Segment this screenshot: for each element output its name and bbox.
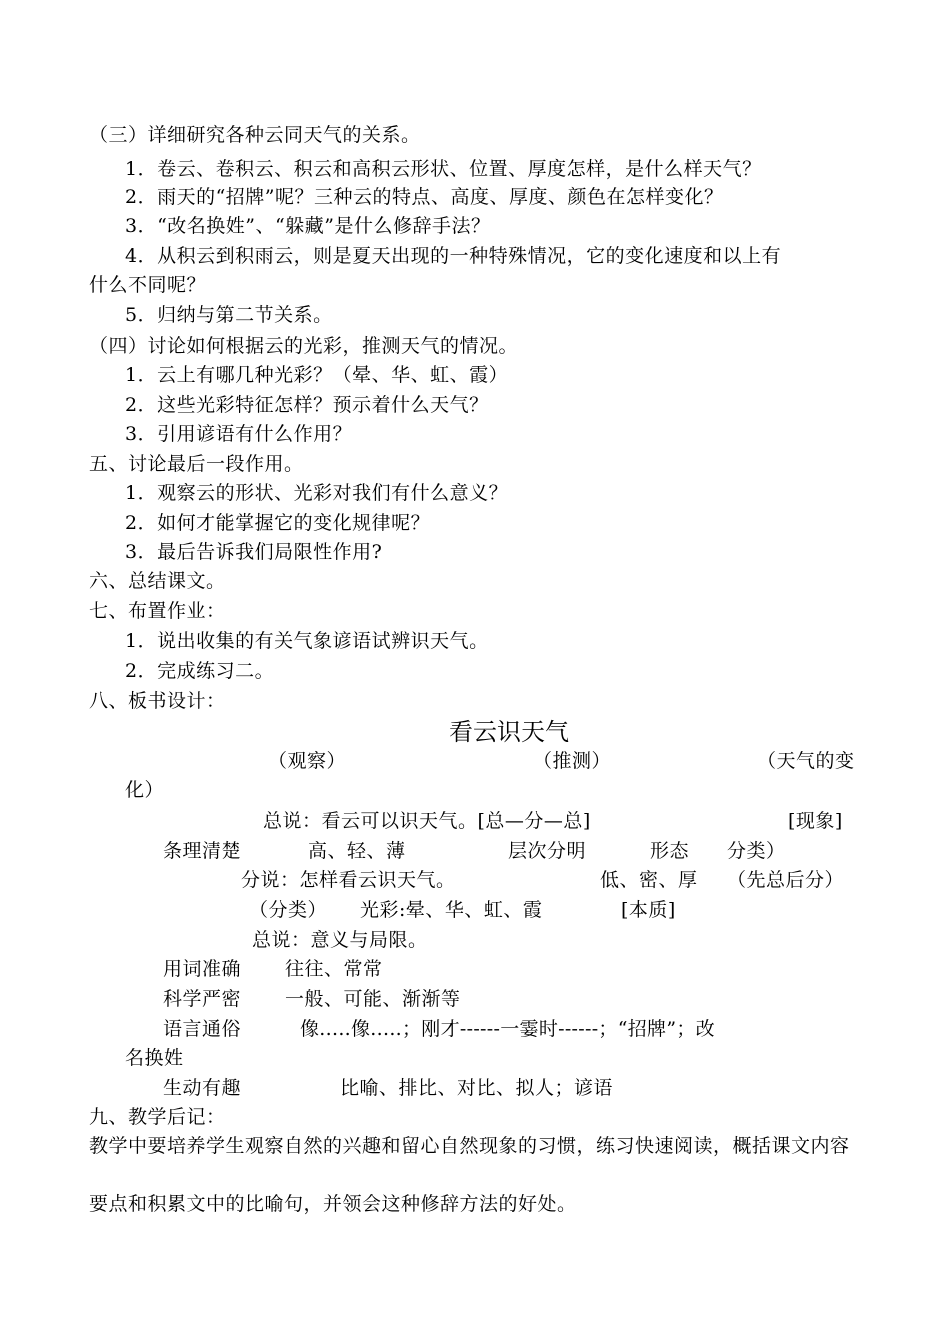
section3-item-2: 2．雨天的“招牌”呢？三种云的特点、高度、厚度、颜色在怎样变化？	[125, 186, 724, 208]
board-feature-3-value: 像.....像.....；刚才------一霎时------；“招牌”；改	[300, 1018, 715, 1040]
board-row1-layered: 层次分明	[508, 840, 587, 862]
section4-item-1: 1．云上有哪几种光彩？（晕、华、虹、霞）	[125, 364, 509, 386]
board-row1-classify: 分类）	[727, 840, 786, 862]
section3-item-4: 4．从积云到积雨云，则是夏天出现的一种特殊情况，它的变化速度和以上有	[125, 245, 782, 267]
section4-heading: （四）讨论如何根据云的光彩，推测天气的情况。	[89, 335, 519, 357]
board-phenomenon: [现象]	[788, 810, 843, 832]
part6-heading: 六、总结课文。	[89, 570, 226, 592]
part5-item-3: 3．最后告诉我们局限性作用?	[125, 541, 383, 563]
board-row1-clarity: 条理清楚	[163, 840, 242, 862]
board-col-weather: （天气的变	[757, 750, 855, 772]
part7-heading: 七、布置作业：	[89, 600, 226, 622]
part8-heading: 八、板书设计：	[89, 690, 226, 712]
part5-item-1: 1．观察云的形状、光彩对我们有什么意义？	[125, 482, 509, 504]
section3-item-3: 3．“改名换姓”、“躲藏”是什么修辞手法？	[125, 215, 491, 237]
board-feature-2-value: 一般、可能、渐渐等	[285, 988, 461, 1010]
section3-heading: （三）详细研究各种云同天气的关系。	[89, 124, 421, 146]
board-feature-3-wrap: 名换姓	[125, 1047, 184, 1069]
board-intro: 总说：看云可以识天气。[总—分—总]	[263, 810, 591, 832]
board-row3-colors: 光彩:晕、华、虹、霞	[360, 899, 543, 921]
part5-heading: 五、讨论最后一段作用。	[89, 453, 304, 475]
board-col-weather-wrap: 化）	[125, 779, 165, 801]
section4-item-3: 3．引用谚语有什么作用？	[125, 423, 353, 445]
board-conclusion: 总说：意义与局限。	[252, 929, 428, 951]
board-row1-shape: 形态	[650, 840, 690, 862]
section3-item-4-continued: 什么不同呢？	[89, 274, 207, 296]
board-col-infer: （推测）	[533, 750, 612, 772]
board-feature-4-label: 生动有趣	[163, 1077, 242, 1099]
board-feature-3-label: 语言通俗	[163, 1018, 242, 1040]
board-row1-high-light-thin: 高、轻、薄	[308, 840, 406, 862]
board-row2-detail: 分说：怎样看云识天气。	[241, 869, 456, 891]
board-row2-order: （先总后分）	[727, 869, 845, 891]
section3-item-5: 5．归纳与第二节关系。	[125, 304, 333, 326]
part7-item-2: 2．完成练习二。	[125, 660, 275, 682]
part9-heading: 九、教学后记：	[89, 1106, 226, 1128]
section3-item-1: 1．卷云、卷积云、积云和高积云形状、位置、厚度怎样，是什么样天气？	[125, 158, 762, 180]
board-row2-low-dense-thick: 低、密、厚	[600, 869, 698, 891]
part5-item-2: 2．如何才能掌握它的变化规律呢？	[125, 512, 431, 534]
board-feature-1-label: 用词准确	[163, 958, 242, 980]
part7-item-1: 1．说出收集的有关气象谚语试辨识天气。	[125, 630, 489, 652]
board-feature-1-value: 往往、常常	[285, 958, 383, 980]
board-feature-4-value: 比喻、排比、对比、拟人；谚语	[340, 1077, 614, 1099]
board-feature-2-label: 科学严密	[163, 988, 242, 1010]
board-row3-classify: （分类）	[249, 899, 328, 921]
board-col-observe: （观察）	[268, 750, 347, 772]
part9-paragraph: 教学中要培养学生观察自然的兴趣和留心自然现象的习惯，练习快速阅读，概括课文内容要点和积累文中的比喻句，并领会这种修辞方法的好处。	[89, 1135, 850, 1215]
board-title: 看云识天气	[449, 718, 569, 746]
section4-item-2: 2．这些光彩特征怎样？预示着什么天气？	[125, 394, 489, 416]
board-row3-essence: [本质]	[621, 899, 676, 921]
